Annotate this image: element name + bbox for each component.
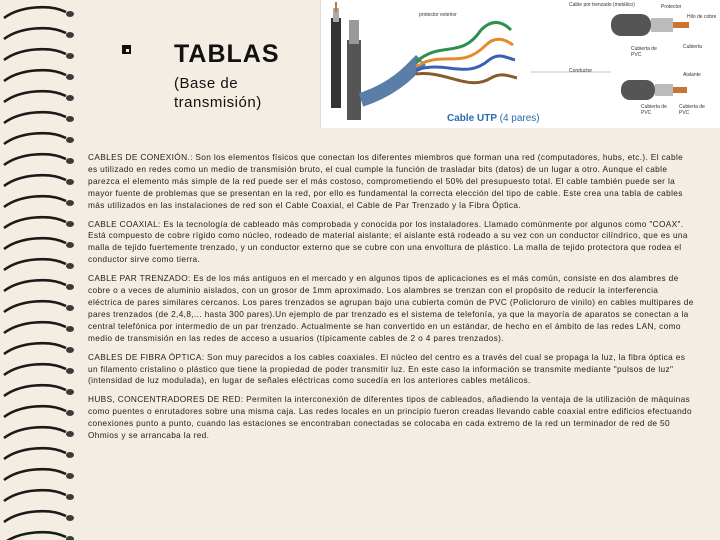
spiral-hole: [66, 473, 74, 479]
spiral-ring: [4, 70, 66, 81]
spiral-hole: [66, 284, 74, 290]
spiral-ring: [4, 112, 66, 123]
spiral-ring: [4, 175, 66, 186]
spiral-hole: [66, 200, 74, 206]
spiral-ring: [4, 280, 66, 291]
spiral-binding: [0, 0, 80, 540]
spiral-ring: [4, 469, 66, 480]
label-par-trenzado: Cable por trenzado (metálico): [569, 2, 635, 8]
spiral-ring: [4, 448, 66, 459]
figure-caption: [447, 113, 540, 124]
label-cubierta-pvc2: Cubierta de PVC: [641, 104, 667, 116]
spiral-hole: [66, 515, 74, 521]
spiral-hole: [66, 263, 74, 269]
spiral-ring: [4, 259, 66, 270]
page-subtitle: (Base de transmisión): [174, 75, 262, 111]
spiral-hole: [66, 431, 74, 437]
body-text: [88, 152, 694, 449]
spiral-hole: [66, 536, 74, 540]
spiral-ring: [4, 385, 66, 396]
page-title: TABLAS: [174, 40, 280, 68]
spiral-hole: [66, 389, 74, 395]
label-cubierta-pvc3: Cubierta de PVC: [679, 104, 705, 116]
paragraph-conexion: CABLES DE CONEXIÓN.: Son los elementos físicos que conectan los diferentes miembros que forman una red (computadores, hubs, etc.). El cable es utilizado en redes como un medio de transmisión bruto, el cual cumple la función de trasladar bits (datos) de un lugar a otro. Aunque el cable parezca el elemento más simple de la red puede ser el más costoso, comprometiendo el 50% del presupuesto total. El cable también puede ser la mayor fuente de problemas que se presentan en la red, por ello es fundamental la correcta elección del tipo de cable. Este crea una tabla de cables más utilizados en las instalaciones de red son el Cable Coaxial, el Cable de Par Trenzado y la Fibra Óptica.: [88, 152, 684, 210]
paragraph-hubs: HUBS, CONCENTRADORES DE RED: Permiten la interconexión de diferentes tipos de cableados, añadiendo la ventaja de la utilización de máquinas como puentes o enrutadores sobre una misma caja. Las redes locales en un principio fueron creadas llevando cable coaxial entre edificios efectuando conexiones punto a punto, cuando las estaciones se encontraban conectadas se colocaba en cada extremo de la red un terminador de red de 50 Ohmios y se arrancaba la red.: [88, 394, 692, 441]
spiral-ring: [4, 91, 66, 102]
pair-brown: [416, 74, 517, 83]
label-aislante: Aislante: [683, 72, 701, 78]
spiral-ring: [4, 196, 66, 207]
label-conductor: Conductor: [569, 68, 593, 74]
spiral-hole: [66, 494, 74, 500]
spiral-ring: [4, 532, 66, 540]
spiral-hole: [66, 347, 74, 353]
label-protector: protector exterior: [419, 12, 457, 18]
spiral-hole: [66, 53, 74, 59]
spiral-hole: [66, 158, 74, 164]
paragraph-fibra-optica: CABLES DE FIBRA ÓPTICA: Son muy parecidos a los cables coaxiales. El núcleo del centro es a través del cual se propaga la luz, la fibra óptica es un filamento cristalino o plástico que tiene la propiedad de poder transmitir luz. En este caso la información se transmite mediante "pulsos de luz" (intensidad de luz modulada), en lugar de señales eléctricas como sucedía en los anteriores cables metálicos.: [88, 351, 686, 386]
cable-illustration: [320, 0, 720, 128]
spiral-ring: [4, 301, 66, 312]
shielded-cable-2: [621, 80, 655, 100]
spiral-hole: [66, 116, 74, 122]
label-cubierta-pvc: Cubierta de PVC: [631, 46, 657, 58]
spiral-ring: [4, 343, 66, 354]
coax-jacket: [331, 18, 341, 108]
spiral-hole: [66, 32, 74, 38]
spiral-hole: [66, 305, 74, 311]
spiral-hole: [66, 368, 74, 374]
caption-main: Cable UTP: [447, 113, 497, 124]
spiral-ring: [4, 406, 66, 417]
braid-shield: [349, 20, 359, 44]
spiral-hole: [66, 74, 74, 80]
spiral-hole: [66, 452, 74, 458]
spiral-ring: [4, 133, 66, 144]
bullet-square-icon: [122, 45, 131, 54]
shielded-cable-1: [611, 14, 651, 36]
spiral-hole: [66, 137, 74, 143]
caption-sub: (4 pares): [499, 113, 540, 124]
spiral-ring: [4, 217, 66, 228]
spiral-hole: [66, 410, 74, 416]
spiral-hole: [66, 242, 74, 248]
spiral-ring: [4, 154, 66, 165]
utp-jacket: [361, 60, 421, 100]
coax-core: [335, 2, 337, 12]
spiral-hole: [66, 179, 74, 185]
braid-jacket: [347, 40, 361, 120]
label-cubierta: Cubierta: [683, 44, 702, 50]
spiral-ring: [4, 427, 66, 438]
spiral-hole: [66, 11, 74, 17]
spiral-ring: [4, 490, 66, 501]
paragraph-coaxial: CABLE COAXIAL: Es la tecnología de cableado más comprobada y conocida por los instaladores. Llamado comúnmente por algunos como "COAX". Está compuesto de cobre rígido como núcleo, rodeado de material aislante; el aislante está rodeado a su vez con un conductor cilíndrico, que es una malla de tejido fuertemente trenzado, y un conductor externo que se cubre con una envoltura de plástico. La malla de tejido protectora que rodea el conductor sirve como tierra.: [88, 218, 688, 265]
paragraph-par-trenzado: CABLE PAR TRENZADO: Es de los más antiguos en el mercado y en algunos tipos de aplicaciones es el más común, consiste en dos alambres de cobre o a veces de aluminio aislados, con un grosor de 1mm aproximado. Los alambres se trenzan con el propósito de reducir la interferencia eléctrica de pares similares cercanos. Los pares trenzados se agrupan bajo una cubierta común de PVC (Policloruro de vinilo) en cables multipares de pares trenzados (de 2,4,8,... hasta 300 pares).Un ejemplo de par trenzado es el sistema de telefonía, ya que la mayoría de aparatos se conectan a la central telefónica por intermedio de un par trenzado. Actualmente se han convertido en un estándar, de hecho en el ámbito de las redes LAN, como medio de transmisión en las redes de acceso a usuarios (típicamente cables de 2 o 4 pares trenzados).: [88, 273, 694, 343]
spiral-hole: [66, 95, 74, 101]
label-hilo-cobre: Hilo de cobre: [687, 14, 717, 20]
spiral-ring: [4, 322, 66, 333]
spiral-hole: [66, 221, 74, 227]
spiral-ring: [4, 364, 66, 375]
spiral-hole: [66, 326, 74, 332]
label-protector2: Protector: [661, 4, 682, 10]
spiral-ring: [4, 28, 66, 39]
spiral-ring: [4, 49, 66, 60]
spiral-ring: [4, 511, 66, 522]
spiral-ring: [4, 7, 66, 18]
spiral-ring: [4, 238, 66, 249]
